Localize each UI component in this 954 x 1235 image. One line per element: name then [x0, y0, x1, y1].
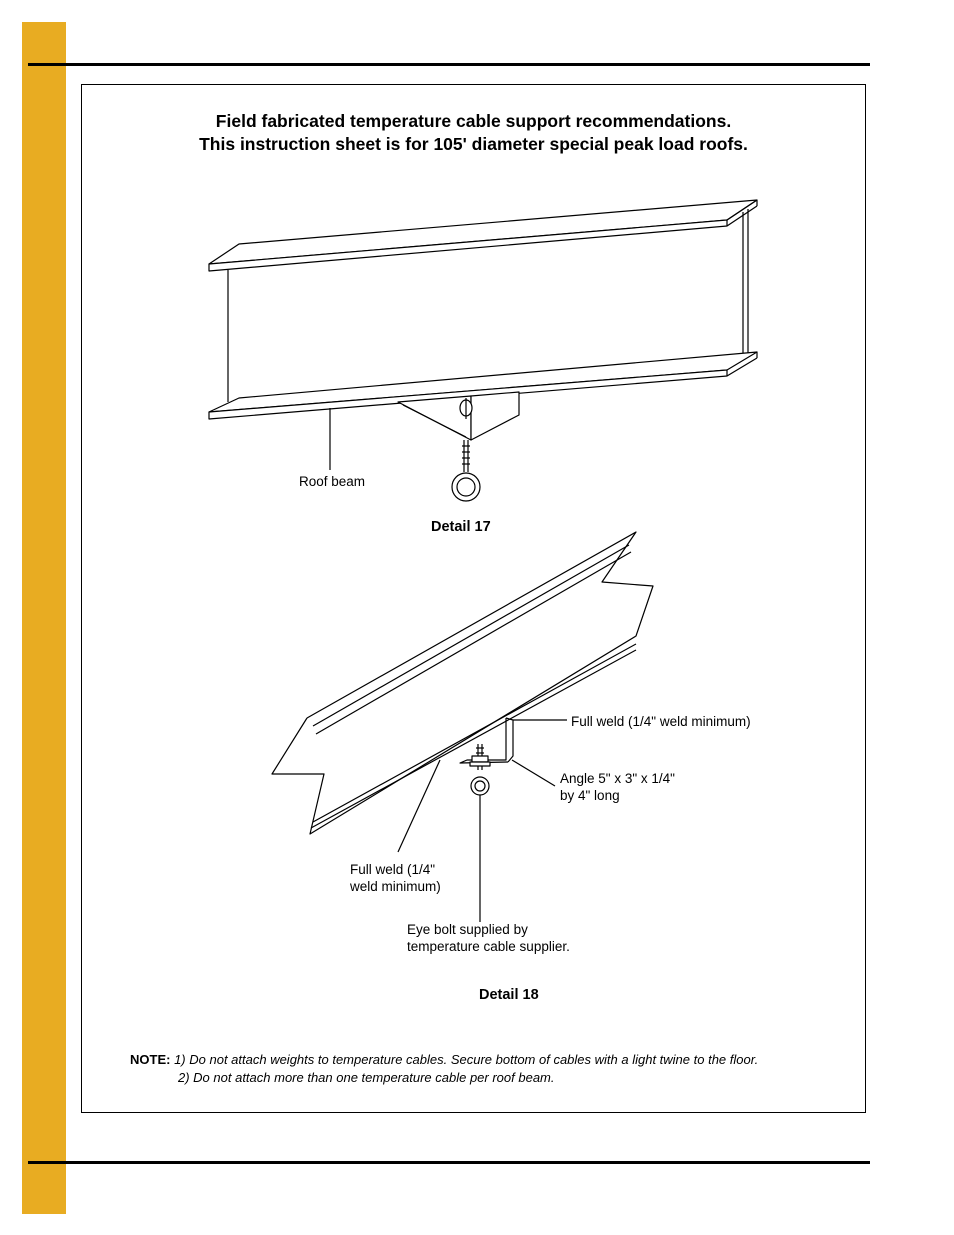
angle-label-line2: by 4" long [560, 788, 620, 803]
detail17-caption: Detail 17 [431, 519, 491, 535]
detail18-caption: Detail 18 [479, 987, 539, 1003]
eye-bolt-label-line2: temperature cable supplier. [407, 939, 570, 954]
roof-beam-label: Roof beam [299, 474, 366, 489]
eye-bolt-label-line1: Eye bolt supplied by [407, 922, 528, 937]
page-title-line1: Field fabricated temperature cable support recommendations. [215, 111, 732, 131]
note-block [130, 1051, 758, 1087]
angle-label-line1: Angle 5" x 3" x 1/4" [560, 771, 675, 786]
detail17-roof-beam [209, 200, 757, 501]
note-keyword: NOTE: [130, 1052, 171, 1067]
full-weld-left-label-line2: weld minimum) [350, 879, 441, 894]
note-item-1: 1) Do not attach weights to temperature cables. Secure bottom of cables with a light twine to the floor. [174, 1052, 759, 1067]
full-weld-left-label-line1: Full weld (1/4" [350, 862, 436, 877]
note-item-2: 2) Do not attach more than one temperature cable per roof beam. [178, 1070, 555, 1085]
page-title-line2: This instruction sheet is for 105' diameter special peak load roofs. [199, 134, 748, 154]
full-weld-top-label: Full weld (1/4" weld minimum) [571, 714, 751, 729]
